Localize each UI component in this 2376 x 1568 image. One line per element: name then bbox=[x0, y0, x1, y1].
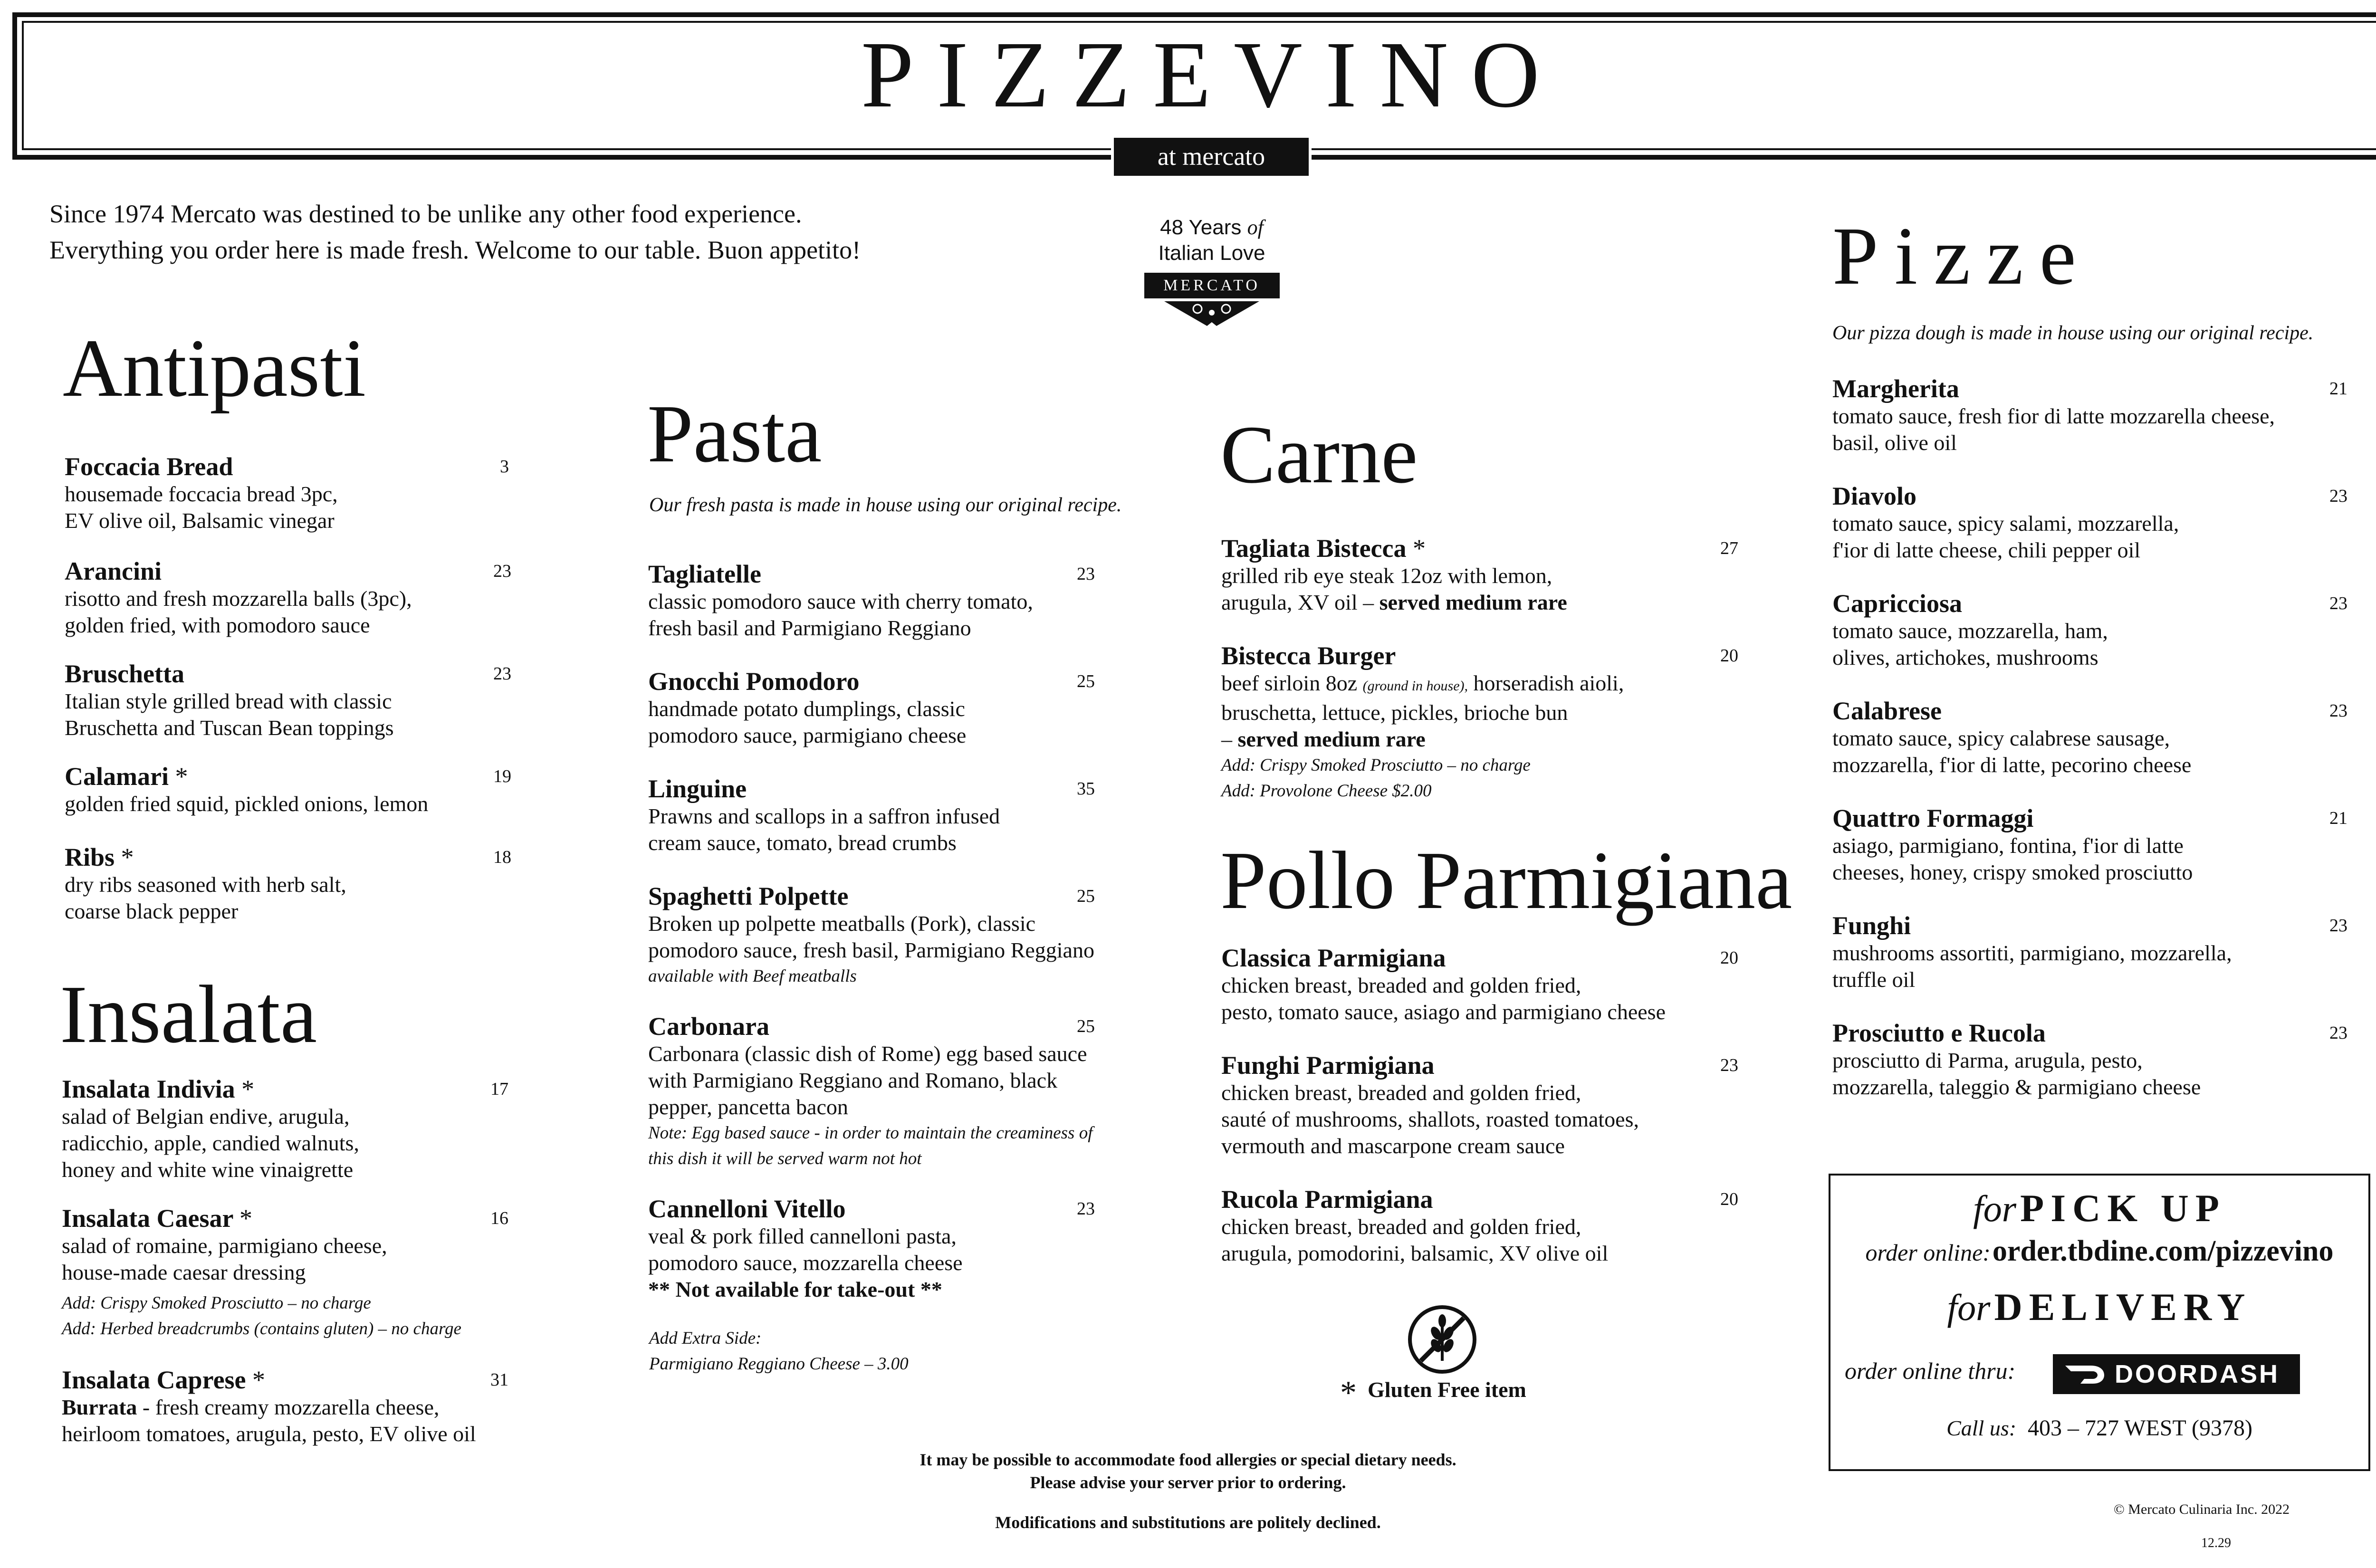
pasta-extra-item: Parmigiano Reggiano Cheese – 3.00 bbox=[649, 1354, 909, 1374]
pasta-extra-label: Add Extra Side: bbox=[649, 1329, 762, 1348]
item-desc: risotto and fresh mozzarella balls (3pc), bbox=[65, 586, 412, 611]
item-desc: honey and white wine vinaigrette bbox=[62, 1157, 354, 1182]
brand-badge: at mercato bbox=[1111, 135, 1312, 179]
menu-item bbox=[1221, 641, 1744, 804]
menu-item bbox=[62, 1366, 537, 1447]
section-title-antipasti: Antipasti bbox=[63, 322, 366, 414]
gluten-free-star: * bbox=[1340, 1375, 1357, 1411]
item-price: 23 bbox=[2329, 1023, 2347, 1043]
item-price: 20 bbox=[1720, 646, 1738, 666]
item-desc: pesto, tomato sauce, asiago and parmigiano cheese bbox=[1221, 1000, 1666, 1024]
delivery-thru-label: order online thru: bbox=[1845, 1358, 2016, 1384]
gluten-free-legend bbox=[1340, 1374, 1526, 1412]
item-name: Capricciosa bbox=[1832, 589, 1962, 618]
item-name: Bruschetta bbox=[65, 660, 184, 688]
section-title-pollo: Pollo Parmigiana bbox=[1220, 834, 1792, 926]
item-desc: fresh basil and Parmigiano Reggiano bbox=[648, 616, 971, 640]
pickup-heading bbox=[1830, 1186, 2368, 1231]
item-desc-text: horseradish aioli, bbox=[1468, 671, 1624, 695]
logo-name: MERCATO bbox=[1144, 273, 1280, 298]
pickup-label: PICK UP bbox=[2020, 1186, 2226, 1230]
allergy-note bbox=[760, 1448, 1616, 1494]
order-online-link[interactable]: order.tbdine.com/pizzevino bbox=[1992, 1235, 2334, 1267]
allergy-note-line-1: It may be possible to accommodate food allergies or special dietary needs. bbox=[920, 1450, 1456, 1469]
mercato-logo bbox=[1140, 215, 1283, 329]
menu-item bbox=[1221, 1051, 1744, 1159]
allergy-note-line-2: Please advise your server prior to ordering. bbox=[1030, 1473, 1346, 1492]
phone-number[interactable]: 403 – 727 WEST (9378) bbox=[2028, 1415, 2252, 1441]
gluten-free-mark: * bbox=[121, 843, 134, 871]
menu-item bbox=[62, 1204, 518, 1342]
menu-item bbox=[1832, 589, 2355, 671]
logo-of: of bbox=[1247, 216, 1264, 239]
item-price: 17 bbox=[490, 1079, 508, 1099]
item-name: Tagliatelle bbox=[648, 560, 761, 588]
item-desc: prosciutto di Parma, arugula, pesto, bbox=[1832, 1048, 2143, 1072]
gluten-free-mark: * bbox=[241, 1075, 255, 1103]
menu-item bbox=[648, 560, 1123, 641]
item-desc: pomodoro sauce, mozzarella cheese bbox=[648, 1251, 963, 1275]
ornament-icon bbox=[1159, 298, 1264, 327]
item-desc-bold: ** Not available for take-out ** bbox=[648, 1277, 942, 1301]
menu-item bbox=[648, 882, 1171, 989]
gluten-free-label: Gluten Free item bbox=[1368, 1377, 1526, 1402]
item-desc bbox=[1221, 589, 1744, 616]
item-desc: with Parmigiano Reggiano and Romano, black bbox=[648, 1068, 1058, 1092]
item-price: 20 bbox=[1720, 1189, 1738, 1209]
item-desc: pepper, pancetta bacon bbox=[648, 1095, 848, 1119]
menu-item bbox=[65, 660, 511, 741]
item-name: Linguine bbox=[648, 774, 747, 803]
copyright: © Mercato Culinaria Inc. 2022 bbox=[2114, 1501, 2290, 1517]
item-desc: chicken breast, breaded and golden fried, bbox=[1221, 973, 1581, 997]
gluten-free-mark: * bbox=[175, 762, 188, 791]
item-desc-text: beef sirloin 8oz bbox=[1221, 671, 1363, 695]
doordash-icon bbox=[2063, 1362, 2106, 1386]
call-us-label: Call us: bbox=[1946, 1416, 2017, 1440]
item-desc: Prawns and scallops in a saffron infused bbox=[648, 804, 1000, 828]
menu-item bbox=[648, 1195, 1171, 1303]
item-price: 3 bbox=[500, 457, 509, 477]
section-title-pasta: Pasta bbox=[647, 388, 822, 479]
item-price: 23 bbox=[1720, 1055, 1738, 1075]
item-desc: tomato sauce, fresh fior di latte mozzarella cheese, bbox=[1832, 404, 2275, 428]
menu-item bbox=[62, 1075, 518, 1183]
item-name bbox=[1221, 534, 1744, 563]
menu-item bbox=[648, 667, 1123, 749]
doordash-button[interactable] bbox=[2053, 1354, 2300, 1394]
menu-item bbox=[65, 557, 511, 639]
item-desc: grilled rib eye steak 12oz with lemon, bbox=[1221, 564, 1552, 588]
version-code: 12.29 bbox=[2201, 1536, 2231, 1550]
item-name-text: Insalata Caprese bbox=[62, 1366, 246, 1394]
intro-text bbox=[49, 196, 1095, 268]
menu-item bbox=[1221, 1185, 1744, 1267]
item-note: Add: Crispy Smoked Prosciutto – no charge bbox=[1221, 755, 1531, 775]
item-desc: vermouth and mascarpone cream sauce bbox=[1221, 1134, 1565, 1158]
gluten-free-mark: * bbox=[1412, 534, 1426, 563]
item-price: 25 bbox=[1077, 671, 1095, 691]
intro-line-1: Since 1974 Mercato was destined to be unlike any other food experience. bbox=[49, 200, 802, 228]
gluten-free-mark: * bbox=[252, 1366, 266, 1394]
item-name: Carbonara bbox=[648, 1012, 769, 1041]
menu-item bbox=[1832, 1019, 2355, 1100]
item-desc: salad of Belgian endive, arugula, bbox=[62, 1104, 350, 1128]
item-desc: housemade foccacia bread 3pc, bbox=[65, 482, 338, 506]
item-name: Arancini bbox=[65, 557, 162, 585]
item-name-text: Insalata Indivia bbox=[62, 1075, 235, 1103]
item-desc: bruschetta, lettuce, pickles, brioche bun bbox=[1221, 700, 1568, 725]
item-desc-text: – bbox=[1221, 727, 1238, 751]
menu-item bbox=[65, 762, 511, 817]
item-desc: arugula, pomodorini, balsamic, XV olive oil bbox=[1221, 1241, 1609, 1265]
item-desc: mozzarella, taleggio & parmigiano cheese bbox=[1832, 1075, 2201, 1099]
item-note: this dish it will be served warm not hot bbox=[648, 1149, 922, 1168]
item-price: 31 bbox=[490, 1370, 508, 1390]
item-note: Add: Provolone Cheese $2.00 bbox=[1221, 781, 1432, 801]
gluten-free-icon bbox=[1407, 1304, 1478, 1375]
menu-item bbox=[1221, 534, 1744, 616]
item-desc: pomodoro sauce, fresh basil, Parmigiano Reggiano bbox=[648, 938, 1094, 962]
menu-item bbox=[648, 1012, 1171, 1172]
item-name: Classica Parmigiana bbox=[1221, 944, 1446, 972]
item-desc: golden fried, with pomodoro sauce bbox=[65, 613, 370, 637]
delivery-for: for bbox=[1947, 1287, 1991, 1328]
item-price: 25 bbox=[1077, 1016, 1095, 1036]
item-name-text: Insalata Caesar bbox=[62, 1204, 233, 1233]
item-name-text: Ribs bbox=[65, 843, 115, 871]
item-desc: chicken breast, breaded and golden fried, bbox=[1221, 1214, 1581, 1239]
item-price: 27 bbox=[1720, 538, 1738, 558]
menu-item bbox=[1832, 374, 2355, 456]
item-desc: truffle oil bbox=[1832, 967, 1916, 992]
item-desc: cream sauce, tomato, bread crumbs bbox=[648, 831, 957, 855]
item-price: 23 bbox=[493, 561, 511, 581]
item-desc: basil, olive oil bbox=[1832, 430, 1957, 455]
item-desc-bold: served medium rare bbox=[1379, 590, 1567, 614]
item-desc: tomato sauce, spicy calabrese sausage, bbox=[1832, 726, 2170, 750]
intro-line-2: Everything you order here is made fresh. Welcome to our table. Buon appetito! bbox=[49, 236, 861, 264]
item-desc: radicchio, apple, candied walnuts, bbox=[62, 1131, 359, 1155]
item-name: Rucola Parmigiana bbox=[1221, 1185, 1433, 1214]
item-desc-bold: served medium rare bbox=[1237, 727, 1426, 751]
item-desc: Bruschetta and Tuscan Bean toppings bbox=[65, 716, 394, 740]
item-desc bbox=[1221, 726, 1744, 753]
item-price: 20 bbox=[1720, 948, 1738, 968]
item-price: 21 bbox=[2329, 808, 2347, 828]
item-name bbox=[62, 1204, 518, 1233]
item-name: Quattro Formaggi bbox=[1832, 804, 2034, 832]
order-box bbox=[1829, 1174, 2370, 1471]
item-desc-bold: Burrata bbox=[62, 1395, 137, 1419]
item-desc: mushrooms assortiti, parmigiano, mozzarella, bbox=[1832, 941, 2232, 965]
doordash-label: DOORDASH bbox=[2115, 1360, 2280, 1388]
item-desc-text: arugula, XV oil – bbox=[1221, 590, 1380, 614]
item-desc: Carbonara (classic dish of Rome) egg based sauce bbox=[648, 1042, 1087, 1066]
menu-item bbox=[65, 843, 511, 925]
item-name: Gnocchi Pomodoro bbox=[648, 667, 860, 696]
brand-title: PIZZEVINO bbox=[861, 22, 1563, 127]
item-price: 25 bbox=[1077, 886, 1095, 906]
order-online-label: order online: bbox=[1865, 1239, 1991, 1266]
item-name bbox=[65, 762, 511, 791]
item-desc-text: - fresh creamy mozzarella cheese, bbox=[137, 1395, 440, 1419]
item-price: 18 bbox=[493, 847, 511, 867]
menu-item bbox=[1832, 804, 2355, 886]
item-desc: house-made caesar dressing bbox=[62, 1260, 306, 1284]
pickup-online bbox=[1830, 1234, 2368, 1268]
item-desc: asiago, parmigiano, fontina, f'ior di latte bbox=[1832, 833, 2184, 858]
item-desc: pomodoro sauce, parmigiano cheese bbox=[648, 723, 967, 747]
item-desc: classic pomodoro sauce with cherry tomato, bbox=[648, 589, 1033, 613]
item-desc: salad of romaine, parmigiano cheese, bbox=[62, 1233, 387, 1258]
item-price: 23 bbox=[2329, 701, 2347, 721]
menu-item bbox=[65, 452, 511, 534]
pizze-subtitle: Our pizza dough is made in house using our original recipe. bbox=[1832, 322, 2314, 344]
delivery-heading bbox=[1830, 1285, 2368, 1329]
item-desc: handmade potato dumplings, classic bbox=[648, 697, 965, 721]
item-price: 21 bbox=[2329, 379, 2347, 399]
item-desc: Broken up polpette meatballs (Pork), classic bbox=[648, 911, 1036, 936]
pickup-for: for bbox=[1973, 1188, 2017, 1229]
item-desc: sauté of mushrooms, shallots, roasted tomatoes, bbox=[1221, 1107, 1639, 1131]
item-name: Calabrese bbox=[1832, 697, 1942, 725]
logo-line-2: Italian Love bbox=[1158, 241, 1265, 265]
menu-item bbox=[648, 774, 1123, 856]
item-desc: veal & pork filled cannelloni pasta, bbox=[648, 1224, 957, 1248]
item-price: 16 bbox=[490, 1208, 508, 1228]
section-title-insalata: Insalata bbox=[60, 968, 317, 1060]
item-desc: golden fried squid, pickled onions, lemon bbox=[65, 792, 429, 816]
item-note: Add: Herbed breadcrumbs (contains gluten) – no charge bbox=[62, 1319, 461, 1339]
item-name bbox=[62, 1366, 537, 1394]
section-title-carne: Carne bbox=[1220, 409, 1418, 500]
item-note: Add: Crispy Smoked Prosciutto – no charge bbox=[62, 1293, 371, 1313]
menu-item bbox=[1832, 697, 2355, 778]
menu-item bbox=[1221, 944, 1744, 1025]
item-price: 23 bbox=[1077, 564, 1095, 584]
section-title-pizze: Pizze bbox=[1832, 210, 2092, 302]
item-name: Cannelloni Vitello bbox=[648, 1195, 846, 1223]
pasta-subtitle: Our fresh pasta is made in house using our original recipe. bbox=[649, 494, 1122, 516]
item-desc bbox=[62, 1394, 537, 1421]
menu-item bbox=[1832, 482, 2355, 564]
item-note: available with Beef meatballs bbox=[648, 966, 857, 986]
item-desc: dry ribs seasoned with herb salt, bbox=[65, 872, 346, 897]
item-desc bbox=[1221, 670, 1744, 699]
item-desc: Italian style grilled bread with classic bbox=[65, 689, 392, 713]
item-name bbox=[62, 1075, 518, 1103]
item-name: Spaghetti Polpette bbox=[648, 882, 849, 910]
item-name: Funghi bbox=[1832, 911, 1911, 940]
item-desc: tomato sauce, mozzarella, ham, bbox=[1832, 619, 2108, 643]
item-price: 23 bbox=[2329, 593, 2347, 613]
item-price: 23 bbox=[493, 664, 511, 684]
pasta-extra bbox=[649, 1326, 909, 1377]
item-price: 23 bbox=[2329, 916, 2347, 936]
item-note: Note: Egg based sauce - in order to maintain the creaminess of bbox=[648, 1123, 1093, 1143]
call-us bbox=[1830, 1415, 2368, 1441]
item-price: 23 bbox=[2329, 486, 2347, 506]
delivery-label: DELIVERY bbox=[1994, 1285, 2252, 1329]
item-name-text: Tagliata Bistecca bbox=[1221, 534, 1407, 563]
item-name: Prosciutto e Rucola bbox=[1832, 1019, 2046, 1047]
item-name: Funghi Parmigiana bbox=[1221, 1051, 1435, 1080]
gluten-free-mark: * bbox=[240, 1204, 253, 1233]
item-price: 23 bbox=[1077, 1199, 1095, 1219]
item-desc: cheeses, honey, crispy smoked prosciutto bbox=[1832, 860, 2193, 884]
item-desc: EV olive oil, Balsamic vinegar bbox=[65, 508, 335, 533]
item-name: Diavolo bbox=[1832, 482, 1917, 510]
item-name: Margherita bbox=[1832, 374, 1959, 403]
item-name: Foccacia Bread bbox=[65, 452, 233, 481]
item-desc: f'ior di latte cheese, chili pepper oil bbox=[1832, 538, 2141, 562]
item-price: 19 bbox=[493, 766, 511, 786]
item-name bbox=[65, 843, 511, 871]
item-desc: mozzarella, f'ior di latte, pecorino cheese bbox=[1832, 753, 2192, 777]
item-name-text: Calamari bbox=[65, 762, 169, 791]
item-desc: olives, artichokes, mushrooms bbox=[1832, 645, 2098, 669]
item-desc: chicken breast, breaded and golden fried, bbox=[1221, 1080, 1581, 1105]
item-desc: coarse black pepper bbox=[65, 899, 239, 923]
item-desc-small: (ground in house), bbox=[1362, 678, 1468, 694]
item-desc: tomato sauce, spicy salami, mozzarella, bbox=[1832, 511, 2179, 535]
menu-item bbox=[1832, 911, 2355, 993]
modifications-note: Modifications and substitutions are politely declined. bbox=[995, 1513, 1381, 1532]
item-name: Bistecca Burger bbox=[1221, 641, 1396, 670]
item-price: 35 bbox=[1077, 779, 1095, 799]
logo-years: 48 Years bbox=[1160, 216, 1242, 239]
item-desc: heirloom tomatoes, arugula, pesto, EV olive oil bbox=[62, 1422, 476, 1446]
